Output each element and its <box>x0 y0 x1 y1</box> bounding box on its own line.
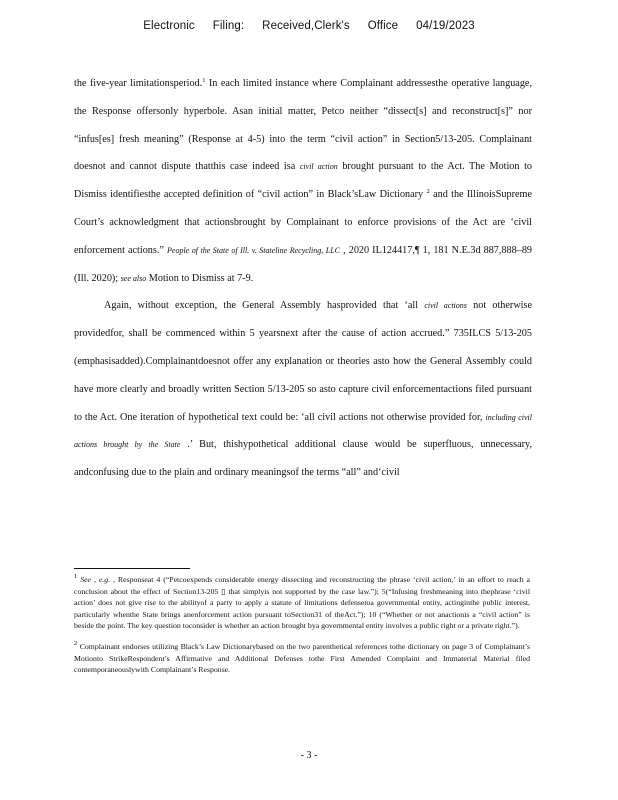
paragraph-2 <box>74 292 532 487</box>
page-number: - 3 - <box>300 750 318 761</box>
footnote-2-text: Complainant endorses utilizing Black’s Law Dictionarybased on the two parenthetical references tothe dictionary on page 3 of Complainant’s Motionto StrikeRespondent’s Affirmative and Additional Defenses tothe First Amended Complaint and Immaterial Material filed contemporaneouslywith Complainant’s Response. <box>74 641 530 675</box>
paragraph-1 <box>74 70 532 292</box>
p2-text-3: .’ But, thishypothetical additional clause would be superfluous, unnecessary, andconfusing due to the plain and ordinary meaningsof the terms “all” and‘civil <box>74 439 532 479</box>
footnotes <box>74 574 530 685</box>
p1-text-6: Motion to Dismiss at 7-9. <box>146 272 254 284</box>
header-office: Office <box>367 20 399 32</box>
civil-actions-italic: civil actions <box>424 301 467 311</box>
footnote-1: $^1$ See , e.g. , Responseat 4 (“Petcoexpends considerable energy dissecting and reconstructing the phrase ‘civil action,’ in an effort to reach a conclusion about the effect of Section13-205 ▯ that simplyis not supported by the case law.”); 5(“Infusing freshmeaning into thephrase ‘civil action’ does not give rise to the abilityof a party to apply a statute of limitations defensetoa governmental entity, actinginthe public interest, particularly whenthe State brings anenforcement action pursuant toSection31 of theAct.”); 10 (“Whether or not anactionis a “civil action” is beside the point. The key question toconsider is whether an action brought bya governmental entity involves a public right or a private right.”). <box>74 573 530 631</box>
footnote-1-mark: 1 <box>74 573 78 580</box>
footnote-1-see: See <box>80 575 92 584</box>
hypothetical-clause-italic: including civil actions brought by the State <box>74 412 532 450</box>
p1-text-1: the five-year limitationsperiod. <box>74 78 203 89</box>
p2-text-1: Again, without exception, the General Assembly hasprovided that ‘all <box>104 300 425 312</box>
header-date: 04/19/2023 <box>416 20 475 32</box>
footnote-1-text: , Responseat 4 (“Petcoexpends considerable energy dissecting and reconstructing the phrase ‘civil action,’ in an effort to reach a conclusion about the effect of Section13-205 ▯ that simplyis not supported by the case law.”); 5(“Infusing freshmeaning into thephrase ‘civil action’ does not give rise to the abilityof a party to apply a statute of limitations defensetoa governmental entity, actinginthe public interest, particularly whenthe State brings anenforcement action pursuant toSection31 of theAct.”); 10 (“Whether or not anactionis a “civil action” is beside the point. The key question toconsider is whether an action brought bya governmental entity involves a public right or a private right.”). <box>74 575 530 631</box>
p1-text-4: and the IllinoisSupreme Court’s acknowledgment that actionsbrought by Complainant to enforce provisions of the Act are ‘civil enforcement actions.” <box>74 189 532 256</box>
p1-text-2: In each limited instance where Complainant addressesthe operative language, the Response offersonly hyperbole. Asan initial matter, Petco neither “dissect[s] and reconstruct[s]” nor “infus[es] fresh meaning” (Response at 4-5) into the term “civil action” in Section5/13-205. Complainant doesnot and cannot dispute thatthis case indeed isa <box>74 78 532 173</box>
see-also-italic: see also <box>120 273 147 283</box>
electronic-filing-header <box>0 20 618 32</box>
header-electronic: Electronic <box>143 20 195 32</box>
footnote-2 <box>74 641 530 676</box>
footnote-divider <box>74 568 190 569</box>
header-received: Received,Clerk's <box>262 20 350 32</box>
body-text <box>74 70 532 487</box>
footnote-ref-1: 1 <box>202 77 206 84</box>
footnote-ref-2: 2 <box>426 188 430 196</box>
p1-text-5: , 2020 IL124417,¶ 1, 181 N.E.3d 887,888–89 (Ill. 2020); <box>74 244 533 284</box>
footnote-2-mark: 2 <box>74 639 78 647</box>
footnote-1-eg: e.g. <box>98 575 111 584</box>
header-filing: Filing: <box>212 20 245 32</box>
p2-text-2: not otherwise providedfor, shall be commenced within 5 yearsnext after the cause of action accrued.” 735ILCS 5/13-205 (emphasisadded).Complainantdoesnot offer any explanation or theories asto how the General Assembly could have more clearly and broadly written Section 5/13-205 so asto capture civil enforcementactions filed pursuant to the Act. One iteration of hypothetical text could be: ‘all civil actions not otherwise provided for, <box>74 300 532 423</box>
case-citation-italic: People of the State of Ill. v. Stateline Recycling, LLC <box>167 245 341 255</box>
civil-action-italic: civil action <box>299 162 338 172</box>
p1-text-3: brought pursuant to the Act. The Motion to Dismiss identifiesthe accepted definition of “civil action” in Black’sLaw Dictionary <box>74 161 533 201</box>
